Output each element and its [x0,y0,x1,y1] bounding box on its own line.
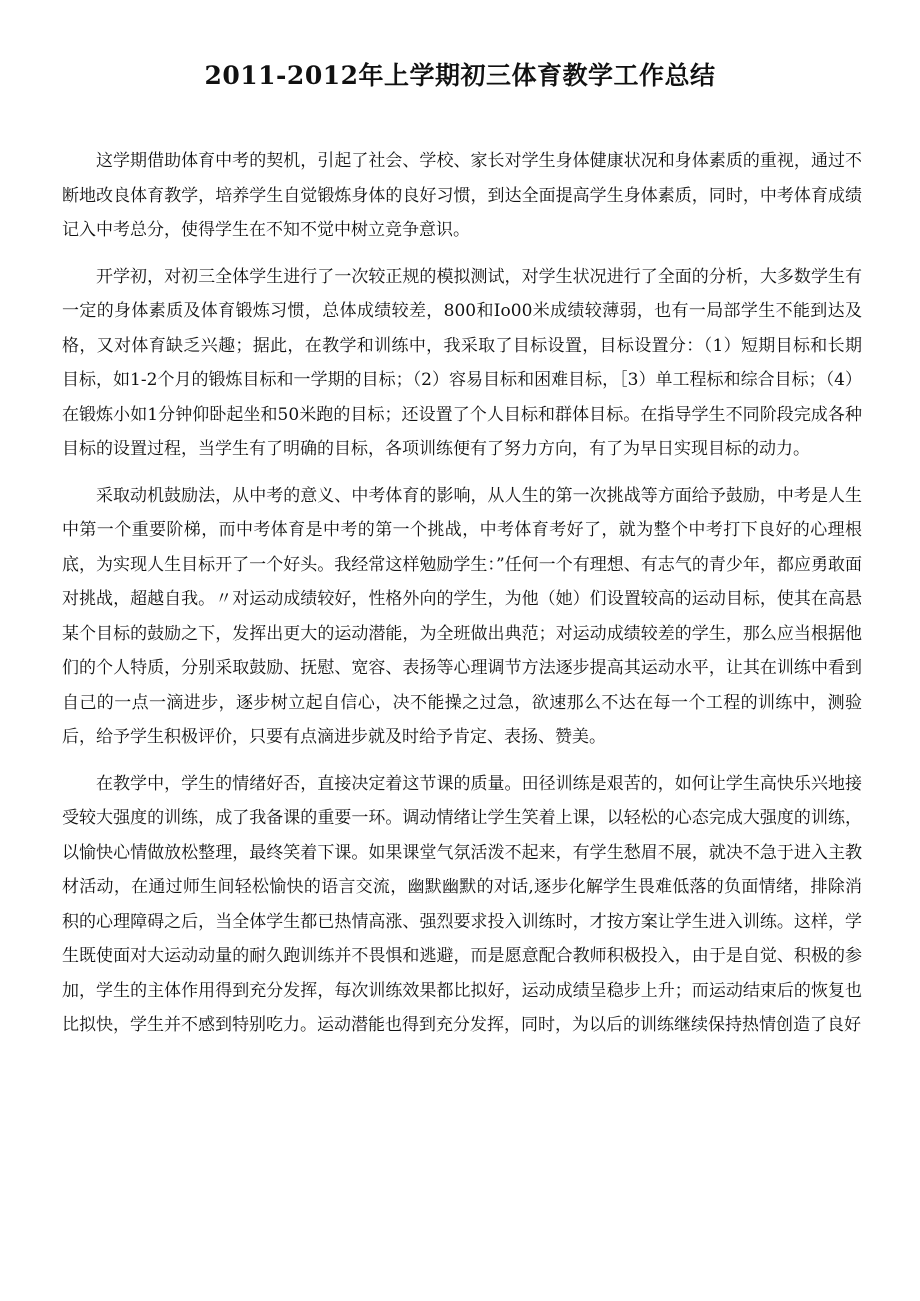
paragraph-1: 这学期借助体育中考的契机，引起了社会、学校、家长对学生身体健康状况和身体素质的重视，通过不断地改良体育教学，培养学生自觉锻炼身体的良好习惯，到达全面提高学生身体素质，同时，中考体育成绩记入中考总分，使得学生在不知不觉中树立竞争意识。 [62,151,862,240]
paragraph-2: 开学初，对初三全体学生进行了一次较正规的模拟测试，对学生状况进行了全面的分析，大多数学生有一定的身体素质及体育锻炼习惯，总体成绩较差，800和Io00米成绩较薄弱，也有一局部学生不能到达及格，又对体育缺乏兴趣；据此，在教学和训练中，我采取了目标设置，目标设置分：（1）短期目标和长期目标，如1-2个月的锻炼目标和一学期的目标；（2）容易目标和困难目标，［3）单工程标和综合目标；（4）在锻炼小如1分钟仰卧起坐和50米跑的目标；还设置了个人目标和群体目标。在指导学生不同阶段完成各种目标的设置过程，当学生有了明确的目标，各项训练便有了努力方向，有了为早日实现目标的动力。 [62,266,862,459]
document-title: 2011-2012年上学期初三体育教学工作总结 [204,61,716,90]
paragraph-3: 采取动机鼓励法，从中考的意义、中考体育的影响，从人生的第一次挑战等方面给予鼓励，中考是人生中第一个重要阶梯，而中考体育是中考的第一个挑战，中考体育考好了，就为整个中考打下良好的心理根底，为实现人生目标开了一个好头。我经常这样勉励学生：”任何一个有理想、有志气的青少年，都应勇敢面对挑战，超越自我。〃对运动成绩较好，性格外向的学生，为他（她）们设置较高的运动目标，使其在高悬某个目标的鼓励之下，发挥出更大的运动潜能，为全班做出典范；对运动成绩较差的学生，那么应当根据他们的个人特质，分别采取鼓励、抚慰、宽容、表扬等心理调节方法逐步提高其运动水平，让其在训练中看到自己的一点一滴进步，逐步树立起自信心，决不能操之过急，欲速那么不达在每一个工程的训练中，测验后，给予学生积极评价，只要有点滴进步就及时给予肯定、表扬、赞美。 [62,485,862,747]
document-body [62,144,862,1043]
paragraph-4: 在教学中，学生的情绪好否，直接决定着这节课的质量。田径训练是艰苦的，如何让学生高快乐兴地接受较大强度的训练，成了我备课的重要一环。调动情绪让学生笑着上课，以轻松的心态完成大强度的训练，以愉快心情做放松整理，最终笑着下课。如果课堂气氛活泼不起来，有学生愁眉不展，就决不急于进入主教材活动，在通过师生间轻松愉快的语言交流，幽默幽默的对话,逐步化解学生畏难低落的负面情绪，排除消积的心理障碍之后，当全体学生都已热情高涨、强烈要求投入训练时，才按方案让学生进入训练。这样，学生既使面对大运动动量的耐久跑训练并不畏惧和逃避，而是愿意配合教师积极投入，由于是自觉、积极的参加，学生的主体作用得到充分发挥，每次训练效果都比拟好，运动成绩呈稳步上升；而运动结束后的恢复也比拟快，学生并不感到特别吃力。运动潜能也得到充分发挥，同时，为以后的训练继续保持热情创造了良好 [62,773,862,1035]
